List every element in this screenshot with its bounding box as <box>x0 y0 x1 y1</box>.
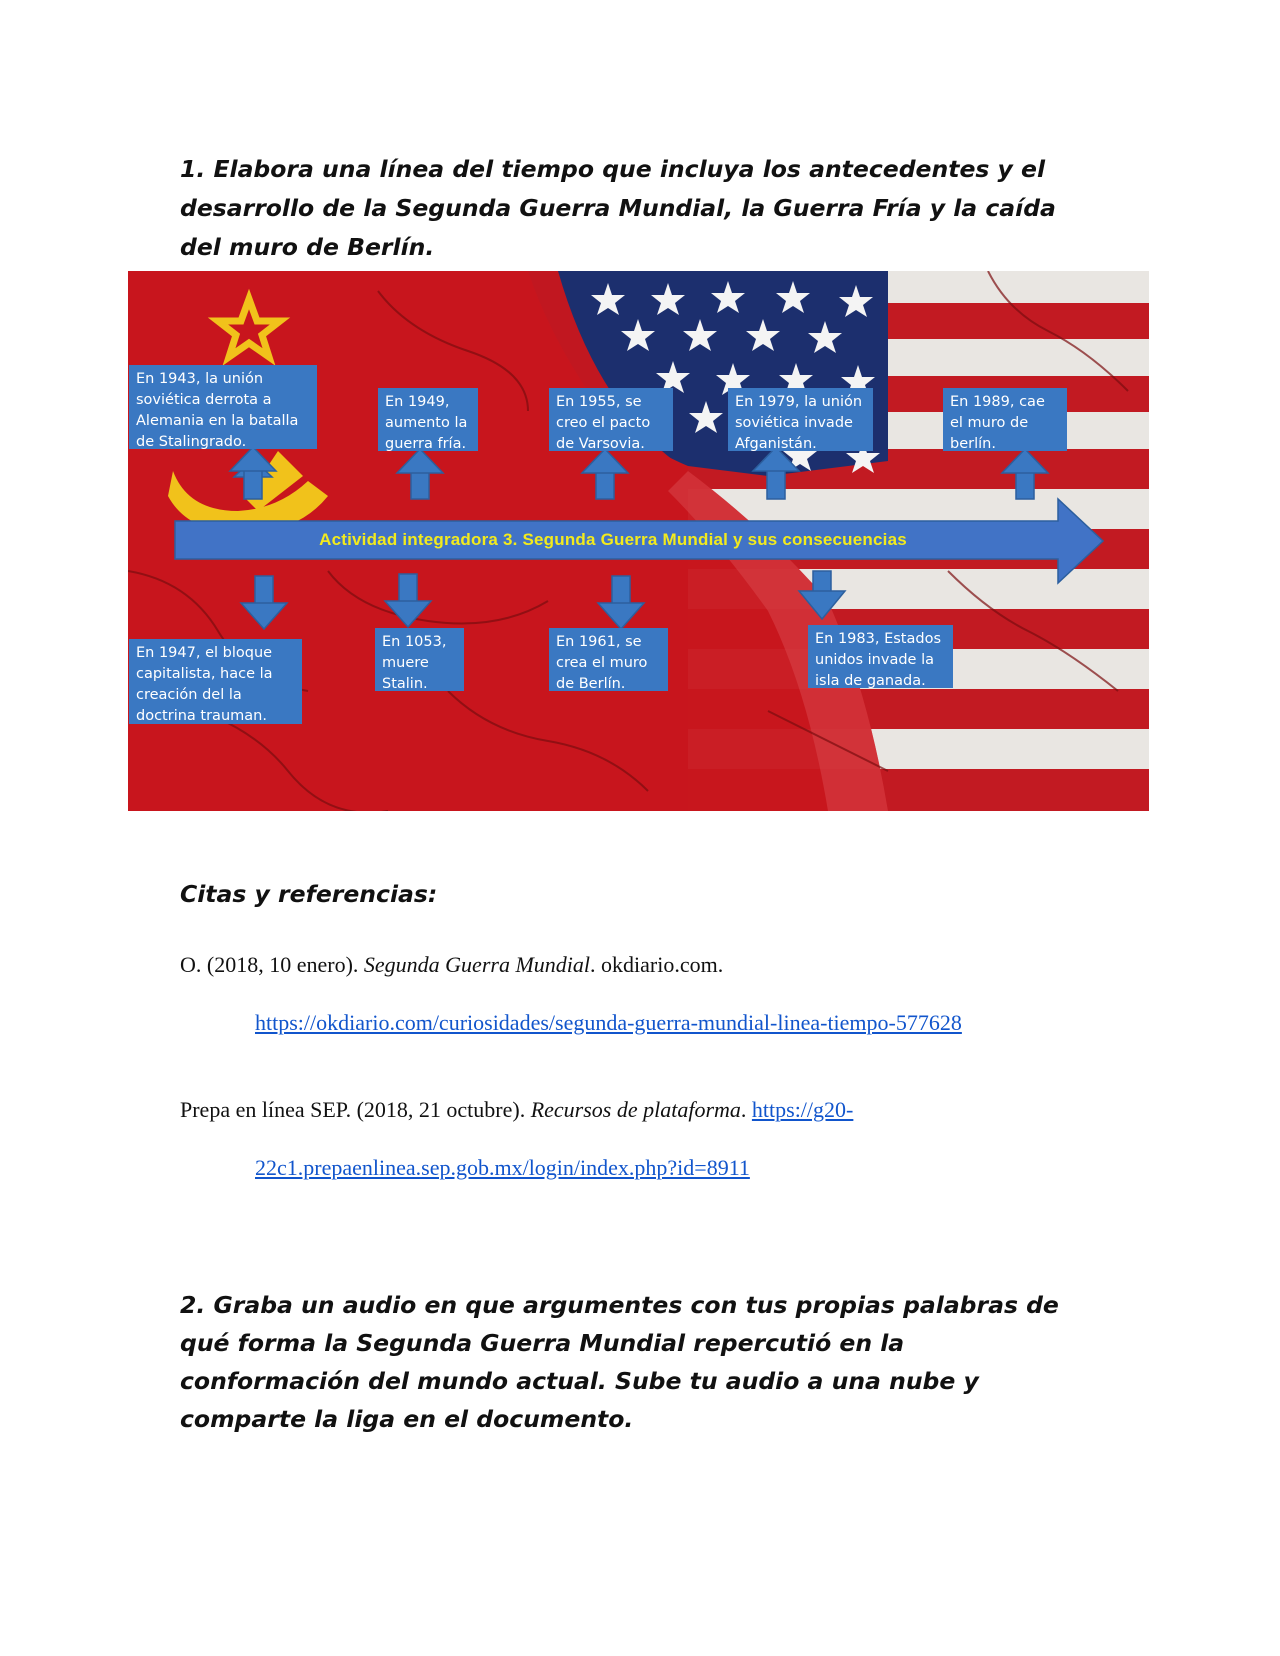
reference-2-link-part1[interactable]: https://g20- <box>751 1097 854 1122</box>
event-1947: En 1947, el bloque capitalista, hace la creación del la doctrina trauman. <box>129 639 302 724</box>
question-2: 2. Graba un audio en que argumentes con tus propias palabras de qué forma la Segunda Guerra Mundial repercutió en la conformación del mundo actual. Sube tu audio a una nube y comparte la liga en el documento. <box>180 1291 1059 1433</box>
reference-2-prefix: Prepa en línea SEP. (2018, 21 octubre). <box>180 1097 531 1122</box>
reference-1-title: Segunda Guerra Mundial <box>363 952 590 977</box>
event-1949: En 1949, aumento la guerra fría. <box>378 388 478 451</box>
references-heading: Citas y referencias: <box>180 880 438 908</box>
question-1: 1. Elabora una línea del tiempo que incluya los antecedentes y el desarrollo de la Segunda Guerra Mundial, la Guerra Fría y la caída del muro de Berlín. <box>180 155 1056 261</box>
event-1961: En 1961, se crea el muro de Berlín. <box>549 628 668 691</box>
reference-2 <box>180 1097 853 1123</box>
event-1983: En 1983, Estados unidos invade la isla de ganada. <box>808 625 953 688</box>
event-1989: En 1989, cae el muro de berlín. <box>943 388 1067 451</box>
timeline-banner: Actividad integradora 3. Segunda Guerra Mundial y sus consecuencias <box>319 530 907 549</box>
reference-1-link[interactable]: https://okdiario.com/curiosidades/segunda-guerra-mundial-linea-tiempo-577628 <box>255 1010 962 1035</box>
reference-1-prefix: O. (2018, 10 enero). <box>180 952 364 977</box>
event-1955: En 1955, se creo el pacto de Varsovia. <box>549 388 673 451</box>
reference-2-title: Recursos de plataforma <box>530 1097 741 1122</box>
reference-2-url-line <box>255 1155 750 1181</box>
reference-1-url-line <box>255 1010 962 1036</box>
reference-1 <box>180 952 723 978</box>
event-1943: En 1943, la unión soviética derrota a Alemania en la batalla de Stalingrado. <box>129 365 317 449</box>
reference-1-suffix: . okdiario.com. <box>590 952 724 977</box>
reference-2-link-part2[interactable]: 22c1.prepaenlinea.sep.gob.mx/login/index.php?id=8911 <box>255 1155 750 1180</box>
event-1053: En 1053, muere Stalin. <box>375 628 464 691</box>
event-1979: En 1979, la unión soviética invade Afganistán. <box>728 388 873 451</box>
timeline-image <box>128 271 1149 811</box>
reference-2-suffix: . <box>740 1097 752 1122</box>
